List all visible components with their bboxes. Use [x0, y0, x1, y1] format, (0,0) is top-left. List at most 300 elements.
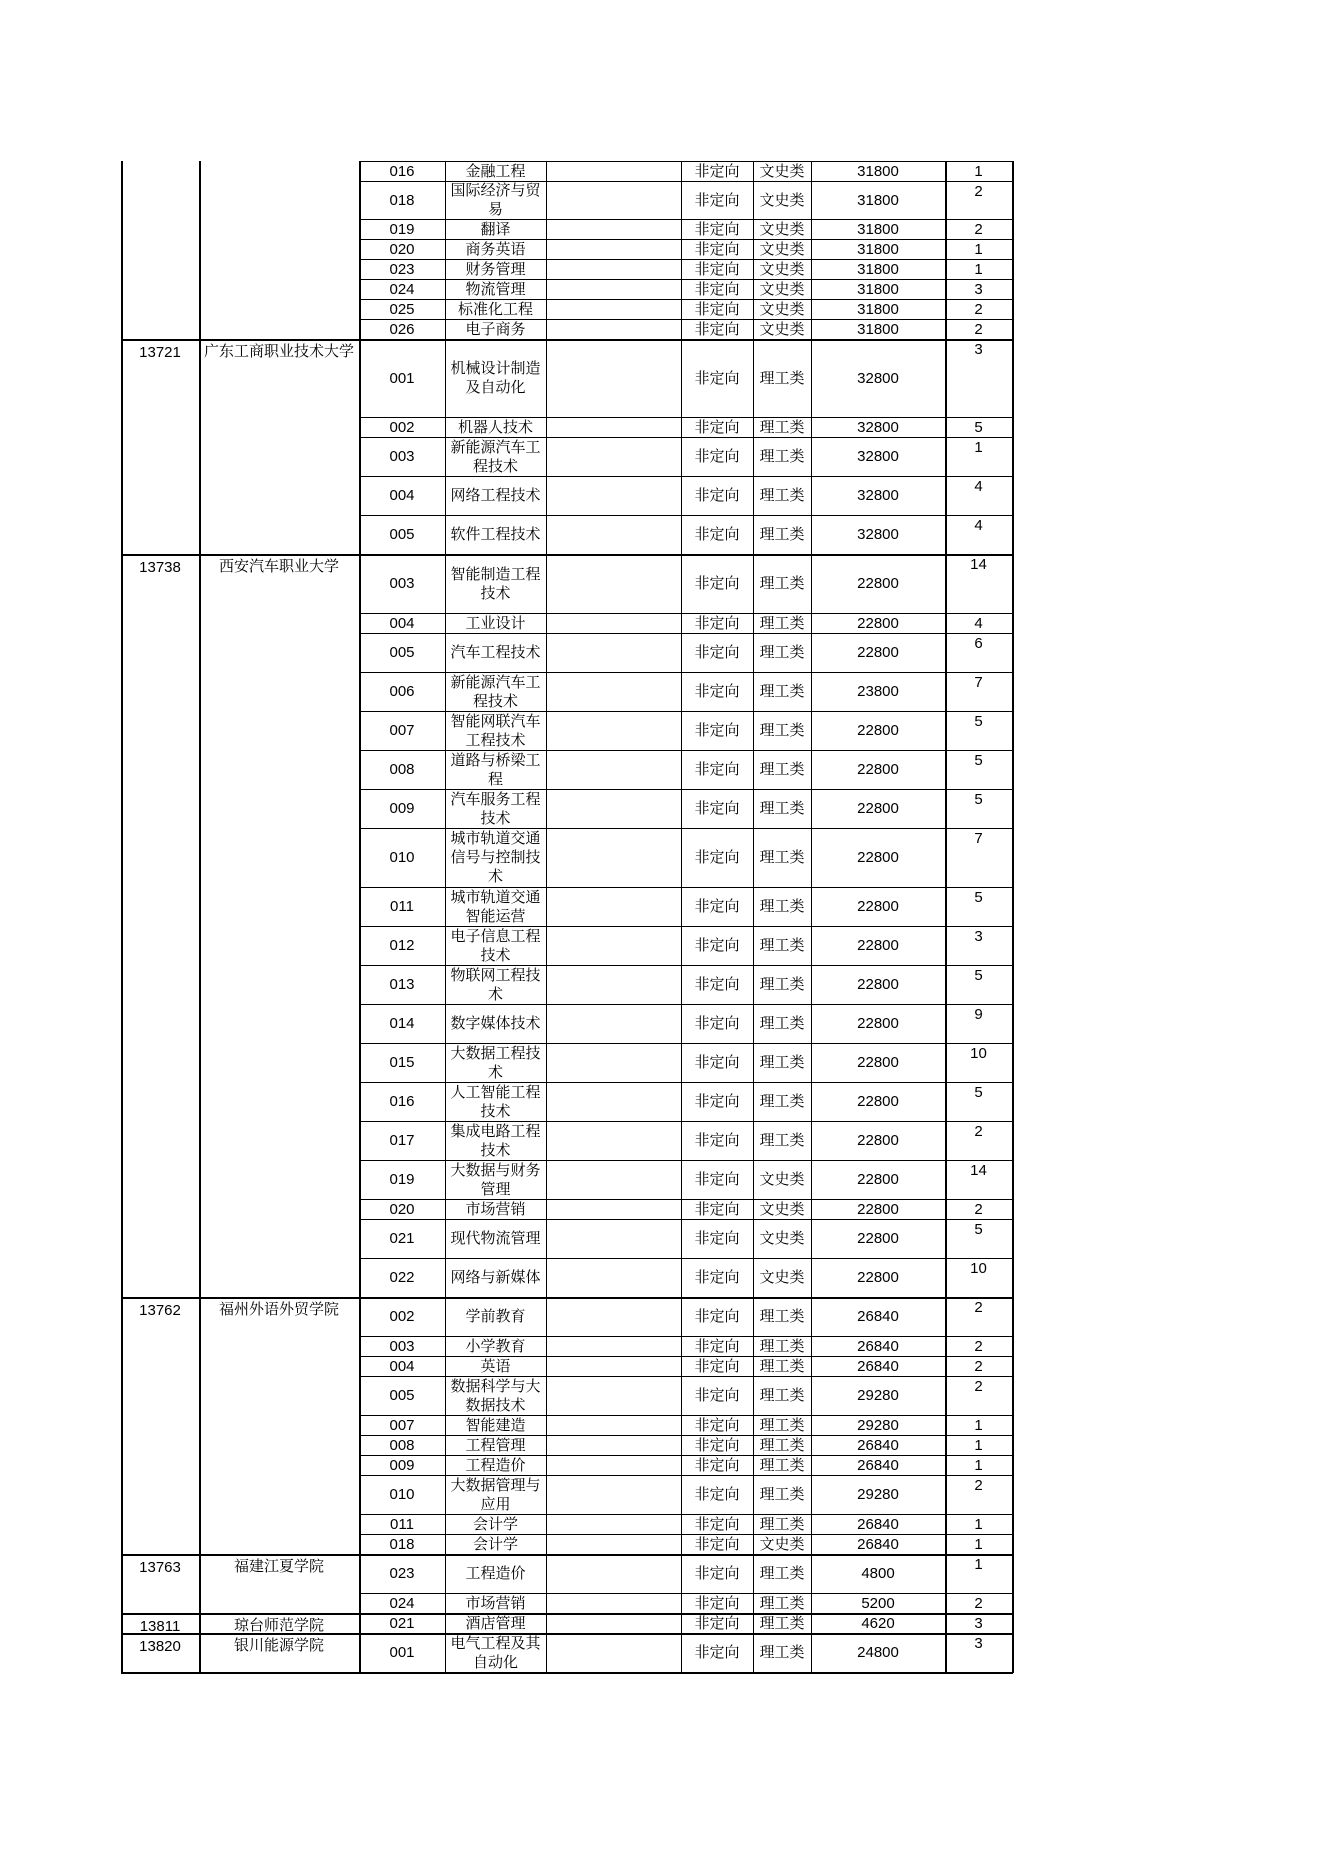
- quota-cell: 6: [974, 635, 983, 652]
- major-code-cell: 021: [389, 1230, 415, 1247]
- category-cell: 文史类: [759, 1534, 805, 1553]
- quota-cell: 2: [974, 1595, 983, 1612]
- major-name-cell: 工业设计: [465, 613, 526, 632]
- quota-cell: 5: [974, 419, 983, 436]
- column-divider: [546, 161, 547, 1673]
- direction-cell: 非定向: [694, 259, 740, 278]
- major-name-cell: 市场营销: [465, 1199, 526, 1218]
- category-cell: 文史类: [759, 190, 805, 209]
- quota-cell: 1: [974, 1457, 983, 1474]
- direction-cell: 非定向: [694, 1534, 740, 1553]
- major-name-cell: 数据科学与大数据技术: [450, 1376, 541, 1414]
- tuition-cell: 22800: [857, 614, 899, 632]
- major-name-cell: 国际经济与贸易: [450, 181, 541, 218]
- category-cell: 理工类: [759, 682, 805, 700]
- category-cell: 理工类: [759, 447, 805, 465]
- category-cell: 理工类: [759, 417, 805, 436]
- major-code-cell: 002: [389, 418, 415, 436]
- major-name-cell: 学前教育: [465, 1307, 526, 1325]
- category-cell: 理工类: [759, 1092, 805, 1110]
- major-name-cell: 会计学: [472, 1514, 518, 1533]
- direction-cell: 非定向: [694, 1386, 740, 1404]
- major-code-cell: 008: [389, 1436, 415, 1454]
- tuition-cell: 31800: [857, 162, 899, 180]
- direction-cell: 非定向: [694, 447, 740, 465]
- tuition-cell: 22800: [857, 976, 899, 993]
- quota-cell: 1: [974, 163, 983, 180]
- major-code-cell: 020: [389, 240, 415, 258]
- major-name-cell: 人工智能工程技术: [450, 1082, 541, 1120]
- major-name-cell: 机器人技术: [457, 417, 533, 436]
- category-cell: 理工类: [759, 1435, 805, 1454]
- major-code-cell: 018: [389, 191, 415, 209]
- direction-cell: 非定向: [694, 1455, 740, 1474]
- tuition-cell: 22800: [857, 937, 899, 954]
- direction-cell: 非定向: [694, 417, 740, 436]
- quota-cell: 1: [974, 1417, 983, 1434]
- quota-cell: 2: [974, 1358, 983, 1375]
- column-divider: [1012, 161, 1014, 1673]
- tuition-cell: 22800: [857, 1230, 899, 1247]
- category-cell: 文史类: [759, 1229, 805, 1247]
- quota-cell: 5: [974, 1221, 983, 1238]
- major-name-cell: 现代物流管理: [450, 1229, 541, 1247]
- quota-cell: 10: [970, 1045, 987, 1062]
- direction-cell: 非定向: [694, 1053, 740, 1071]
- major-code-cell: 003: [389, 1337, 415, 1355]
- major-code-cell: 011: [390, 1515, 414, 1533]
- tuition-cell: 22800: [857, 1132, 899, 1149]
- category-cell: 理工类: [759, 525, 805, 543]
- direction-cell: 非定向: [694, 1613, 740, 1632]
- quota-cell: 1: [974, 261, 983, 278]
- major-name-cell: 软件工程技术: [450, 525, 541, 543]
- category-cell: 理工类: [759, 1514, 805, 1533]
- major-code-cell: 026: [389, 320, 415, 338]
- category-cell: 文史类: [759, 161, 805, 180]
- direction-cell: 非定向: [694, 1307, 740, 1325]
- quota-cell: 5: [974, 889, 983, 906]
- major-name-cell: 金融工程: [465, 161, 526, 180]
- category-cell: 理工类: [759, 1307, 805, 1325]
- major-code-cell: 015: [389, 1054, 415, 1071]
- school-code-cell: 13820: [139, 1637, 181, 1655]
- quota-cell: 3: [974, 341, 983, 358]
- school-name-cell: 琼台师范学院: [233, 1616, 324, 1634]
- category-cell: 理工类: [759, 1455, 805, 1474]
- tuition-cell: 22800: [857, 1054, 899, 1071]
- quota-cell: 5: [974, 752, 983, 769]
- tuition-cell: 29280: [857, 1416, 899, 1434]
- tuition-cell: 26840: [857, 1308, 899, 1325]
- major-code-cell: 020: [389, 1200, 415, 1218]
- major-name-cell: 大数据工程技术: [450, 1043, 541, 1081]
- category-cell: 理工类: [759, 1053, 805, 1071]
- tuition-cell: 26840: [857, 1456, 899, 1474]
- direction-cell: 非定向: [694, 848, 740, 866]
- direction-cell: 非定向: [694, 1435, 740, 1454]
- major-code-cell: 005: [389, 1387, 415, 1404]
- direction-cell: 非定向: [694, 721, 740, 739]
- tuition-cell: 22800: [857, 1171, 899, 1188]
- quota-cell: 2: [974, 221, 983, 238]
- category-cell: 文史类: [759, 219, 805, 238]
- school-code-cell: 13721: [139, 343, 181, 361]
- column-divider: [121, 161, 123, 1673]
- major-code-cell: 019: [389, 220, 415, 238]
- school-code-cell: 13738: [139, 558, 181, 576]
- major-code-cell: 005: [389, 644, 415, 661]
- major-code-cell: 024: [389, 1594, 415, 1612]
- direction-cell: 非定向: [694, 1356, 740, 1375]
- direction-cell: 非定向: [694, 1229, 740, 1247]
- quota-cell: 10: [970, 1260, 987, 1277]
- tuition-cell: 31800: [857, 260, 899, 278]
- major-name-cell: 工程造价: [465, 1455, 526, 1474]
- major-code-cell: 001: [389, 369, 415, 387]
- direction-cell: 非定向: [694, 239, 740, 258]
- quota-cell: 2: [974, 1477, 983, 1494]
- quota-cell: 14: [970, 1162, 987, 1179]
- major-name-cell: 英语: [480, 1356, 511, 1375]
- tuition-cell: 31800: [857, 191, 899, 209]
- category-cell: 理工类: [759, 1643, 805, 1661]
- direction-cell: 非定向: [694, 613, 740, 632]
- category-cell: 理工类: [759, 760, 805, 778]
- tuition-cell: 32800: [857, 418, 899, 436]
- major-code-cell: 004: [389, 614, 415, 632]
- quota-cell: 1: [974, 1556, 983, 1573]
- tuition-cell: 22800: [857, 722, 899, 739]
- tuition-cell: 22800: [857, 761, 899, 778]
- category-cell: 理工类: [759, 574, 805, 592]
- category-cell: 理工类: [759, 368, 805, 387]
- major-code-cell: 008: [389, 761, 415, 778]
- quota-cell: 5: [974, 1084, 983, 1101]
- major-name-cell: 物流管理: [465, 279, 526, 298]
- major-name-cell: 智能网联汽车工程技术: [450, 711, 541, 749]
- tuition-cell: 32800: [857, 487, 899, 504]
- category-cell: 理工类: [759, 848, 805, 866]
- tuition-cell: 23800: [857, 683, 899, 700]
- major-code-cell: 005: [389, 526, 415, 543]
- category-cell: 理工类: [759, 936, 805, 954]
- major-code-cell: 013: [389, 976, 415, 993]
- column-divider: [445, 161, 446, 1673]
- major-code-cell: 016: [389, 1093, 415, 1110]
- major-code-cell: 016: [389, 162, 415, 180]
- major-name-cell: 市场营销: [465, 1593, 526, 1612]
- category-cell: 理工类: [759, 1386, 805, 1404]
- category-cell: 理工类: [759, 1593, 805, 1612]
- category-cell: 理工类: [759, 721, 805, 739]
- tuition-cell: 22800: [857, 1200, 899, 1218]
- category-cell: 理工类: [759, 897, 805, 915]
- column-divider: [681, 161, 682, 1673]
- direction-cell: 非定向: [694, 975, 740, 993]
- tuition-cell: 26840: [857, 1515, 899, 1533]
- column-divider: [199, 161, 201, 1673]
- category-cell: 文史类: [759, 1199, 805, 1218]
- school-code-cell: 13811: [139, 1617, 181, 1635]
- quota-cell: 2: [974, 183, 983, 200]
- major-name-cell: 城市轨道交通智能运营: [450, 887, 541, 925]
- school-name-cell: 西安汽车职业大学: [218, 557, 339, 575]
- quota-cell: 3: [974, 1635, 983, 1652]
- tuition-cell: 22800: [857, 1269, 899, 1286]
- group-divider: [121, 1672, 1013, 1674]
- direction-cell: 非定向: [694, 574, 740, 592]
- tuition-cell: 26840: [857, 1357, 899, 1375]
- category-cell: 文史类: [759, 1268, 805, 1286]
- major-code-cell: 004: [389, 487, 415, 504]
- category-cell: 理工类: [759, 1564, 805, 1582]
- category-cell: 理工类: [759, 486, 805, 504]
- tuition-cell: 22800: [857, 644, 899, 661]
- major-code-cell: 010: [389, 849, 415, 866]
- major-name-cell: 网络工程技术: [450, 486, 541, 504]
- major-name-cell: 电子信息工程技术: [450, 926, 541, 964]
- major-code-cell: 023: [389, 1565, 415, 1582]
- major-code-cell: 023: [389, 260, 415, 278]
- category-cell: 理工类: [759, 1014, 805, 1032]
- tuition-cell: 32800: [857, 526, 899, 543]
- major-name-cell: 大数据与财务管理: [450, 1160, 541, 1198]
- category-cell: 理工类: [759, 613, 805, 632]
- tuition-cell: 29280: [857, 1387, 899, 1404]
- quota-cell: 7: [974, 830, 983, 847]
- direction-cell: 非定向: [694, 368, 740, 387]
- column-divider: [359, 161, 361, 1673]
- quota-cell: 1: [974, 1516, 983, 1533]
- major-code-cell: 002: [389, 1308, 415, 1325]
- tuition-cell: 22800: [857, 575, 899, 592]
- major-code-cell: 014: [389, 1015, 415, 1032]
- major-code-cell: 021: [389, 1614, 415, 1632]
- major-name-cell: 翻译: [480, 219, 511, 238]
- quota-cell: 2: [974, 321, 983, 338]
- category-cell: 文史类: [759, 299, 805, 318]
- category-cell: 理工类: [759, 1336, 805, 1355]
- quota-cell: 3: [974, 1615, 983, 1632]
- direction-cell: 非定向: [694, 1014, 740, 1032]
- tuition-cell: 31800: [857, 300, 899, 318]
- category-cell: 理工类: [759, 975, 805, 993]
- major-name-cell: 大数据管理与应用: [450, 1475, 541, 1513]
- major-name-cell: 机械设计制造及自动化: [450, 359, 541, 396]
- quota-cell: 2: [974, 1338, 983, 1355]
- direction-cell: 非定向: [694, 682, 740, 700]
- major-name-cell: 工程管理: [465, 1435, 526, 1454]
- tuition-cell: 22800: [857, 1093, 899, 1110]
- category-cell: 文史类: [759, 259, 805, 278]
- tuition-cell: 26840: [857, 1535, 899, 1553]
- direction-cell: 非定向: [694, 1199, 740, 1218]
- direction-cell: 非定向: [694, 486, 740, 504]
- category-cell: 文史类: [759, 239, 805, 258]
- major-name-cell: 新能源汽车工程技术: [450, 672, 541, 710]
- category-cell: 理工类: [759, 1485, 805, 1503]
- major-name-cell: 电子商务: [465, 319, 526, 338]
- tuition-cell: 5200: [861, 1594, 895, 1612]
- direction-cell: 非定向: [694, 299, 740, 318]
- major-name-cell: 汽车服务工程技术: [450, 789, 541, 827]
- direction-cell: 非定向: [694, 1170, 740, 1188]
- quota-cell: 9: [974, 1006, 983, 1023]
- quota-cell: 1: [974, 241, 983, 258]
- quota-cell: 1: [974, 439, 983, 456]
- major-code-cell: 022: [389, 1269, 415, 1286]
- major-code-cell: 010: [389, 1486, 415, 1503]
- school-name-cell: 广东工商职业技术大学: [203, 342, 354, 360]
- quota-cell: 2: [974, 1299, 983, 1316]
- tuition-cell: 32800: [857, 448, 899, 465]
- quota-cell: 1: [974, 1437, 983, 1454]
- major-code-cell: 009: [389, 1456, 415, 1474]
- tuition-cell: 4800: [861, 1565, 895, 1582]
- quota-cell: 4: [974, 478, 983, 495]
- quota-cell: 5: [974, 791, 983, 808]
- major-code-cell: 009: [389, 800, 415, 817]
- major-name-cell: 小学教育: [465, 1336, 526, 1355]
- direction-cell: 非定向: [694, 319, 740, 338]
- direction-cell: 非定向: [694, 936, 740, 954]
- major-code-cell: 007: [389, 722, 415, 739]
- school-code-cell: 13763: [139, 1558, 181, 1576]
- major-code-cell: 006: [389, 683, 415, 700]
- quota-cell: 2: [974, 1378, 983, 1395]
- column-divider: [945, 161, 947, 1673]
- quota-cell: 5: [974, 967, 983, 984]
- tuition-cell: 26840: [857, 1337, 899, 1355]
- direction-cell: 非定向: [694, 161, 740, 180]
- quota-cell: 5: [974, 713, 983, 730]
- tuition-cell: 31800: [857, 240, 899, 258]
- tuition-cell: 31800: [857, 220, 899, 238]
- direction-cell: 非定向: [694, 525, 740, 543]
- tuition-cell: 31800: [857, 280, 899, 298]
- major-name-cell: 新能源汽车工程技术: [450, 437, 541, 475]
- major-name-cell: 集成电路工程技术: [450, 1121, 541, 1159]
- school-name-cell: 福州外语外贸学院: [218, 1300, 339, 1318]
- direction-cell: 非定向: [694, 190, 740, 209]
- quota-cell: 3: [974, 928, 983, 945]
- category-cell: 理工类: [759, 1131, 805, 1149]
- category-cell: 理工类: [759, 799, 805, 817]
- major-name-cell: 网络与新媒体: [450, 1268, 541, 1286]
- major-name-cell: 工程造价: [465, 1564, 526, 1582]
- quota-cell: 2: [974, 1123, 983, 1140]
- tuition-cell: 22800: [857, 898, 899, 915]
- major-name-cell: 智能建造: [465, 1415, 526, 1434]
- direction-cell: 非定向: [694, 1336, 740, 1355]
- direction-cell: 非定向: [694, 1514, 740, 1533]
- category-cell: 理工类: [759, 643, 805, 661]
- major-code-cell: 001: [389, 1644, 415, 1661]
- direction-cell: 非定向: [694, 643, 740, 661]
- major-name-cell: 道路与桥梁工程: [450, 750, 541, 788]
- quota-cell: 2: [974, 301, 983, 318]
- major-name-cell: 汽车工程技术: [450, 643, 541, 661]
- major-name-cell: 城市轨道交通信号与控制技术: [450, 829, 541, 885]
- major-code-cell: 003: [389, 448, 415, 465]
- major-name-cell: 商务英语: [465, 239, 526, 258]
- major-name-cell: 智能制造工程技术: [450, 564, 541, 602]
- quota-cell: 3: [974, 281, 983, 298]
- direction-cell: 非定向: [694, 1415, 740, 1434]
- direction-cell: 非定向: [694, 760, 740, 778]
- major-code-cell: 019: [389, 1171, 415, 1188]
- major-code-cell: 024: [389, 280, 415, 298]
- quota-cell: 4: [974, 615, 983, 632]
- tuition-cell: 24800: [857, 1644, 899, 1661]
- major-name-cell: 物联网工程技术: [450, 965, 541, 1003]
- direction-cell: 非定向: [694, 1593, 740, 1612]
- top-border: [359, 161, 1013, 162]
- school-name-cell: 银川能源学院: [233, 1636, 324, 1654]
- quota-cell: 14: [970, 556, 987, 573]
- major-code-cell: 007: [389, 1416, 415, 1434]
- direction-cell: 非定向: [694, 1092, 740, 1110]
- major-name-cell: 标准化工程: [457, 299, 533, 318]
- major-code-cell: 018: [389, 1535, 415, 1553]
- major-code-cell: 011: [390, 898, 414, 915]
- column-divider: [811, 161, 812, 1673]
- major-name-cell: 电气工程及其自动化: [450, 1633, 541, 1671]
- tuition-cell: 22800: [857, 849, 899, 866]
- tuition-cell: 32800: [857, 369, 899, 387]
- quota-cell: 2: [974, 1201, 983, 1218]
- category-cell: 理工类: [759, 1356, 805, 1375]
- school-code-cell: 13762: [139, 1301, 181, 1319]
- major-name-cell: 数字媒体技术: [450, 1014, 541, 1032]
- category-cell: 理工类: [759, 1415, 805, 1434]
- quota-cell: 4: [974, 517, 983, 534]
- quota-cell: 7: [974, 674, 983, 691]
- major-name-cell: 酒店管理: [465, 1613, 526, 1632]
- direction-cell: 非定向: [694, 219, 740, 238]
- column-divider: [753, 161, 754, 1673]
- category-cell: 文史类: [759, 279, 805, 298]
- direction-cell: 非定向: [694, 799, 740, 817]
- tuition-cell: 26840: [857, 1436, 899, 1454]
- major-code-cell: 004: [389, 1357, 415, 1375]
- major-code-cell: 012: [389, 937, 415, 954]
- category-cell: 理工类: [759, 1613, 805, 1632]
- category-cell: 文史类: [759, 1170, 805, 1188]
- major-code-cell: 003: [389, 575, 415, 592]
- direction-cell: 非定向: [694, 1131, 740, 1149]
- direction-cell: 非定向: [694, 1485, 740, 1503]
- tuition-cell: 4620: [861, 1614, 895, 1632]
- tuition-cell: 22800: [857, 800, 899, 817]
- direction-cell: 非定向: [694, 1564, 740, 1582]
- major-name-cell: 财务管理: [465, 259, 526, 278]
- direction-cell: 非定向: [694, 279, 740, 298]
- major-code-cell: 025: [389, 300, 415, 318]
- direction-cell: 非定向: [694, 1643, 740, 1661]
- direction-cell: 非定向: [694, 897, 740, 915]
- category-cell: 文史类: [759, 319, 805, 338]
- direction-cell: 非定向: [694, 1268, 740, 1286]
- major-name-cell: 会计学: [472, 1534, 518, 1553]
- quota-cell: 1: [974, 1536, 983, 1553]
- major-code-cell: 017: [389, 1132, 415, 1149]
- tuition-cell: 31800: [857, 320, 899, 338]
- school-name-cell: 福建江夏学院: [233, 1557, 324, 1575]
- tuition-cell: 22800: [857, 1015, 899, 1032]
- tuition-cell: 29280: [857, 1486, 899, 1503]
